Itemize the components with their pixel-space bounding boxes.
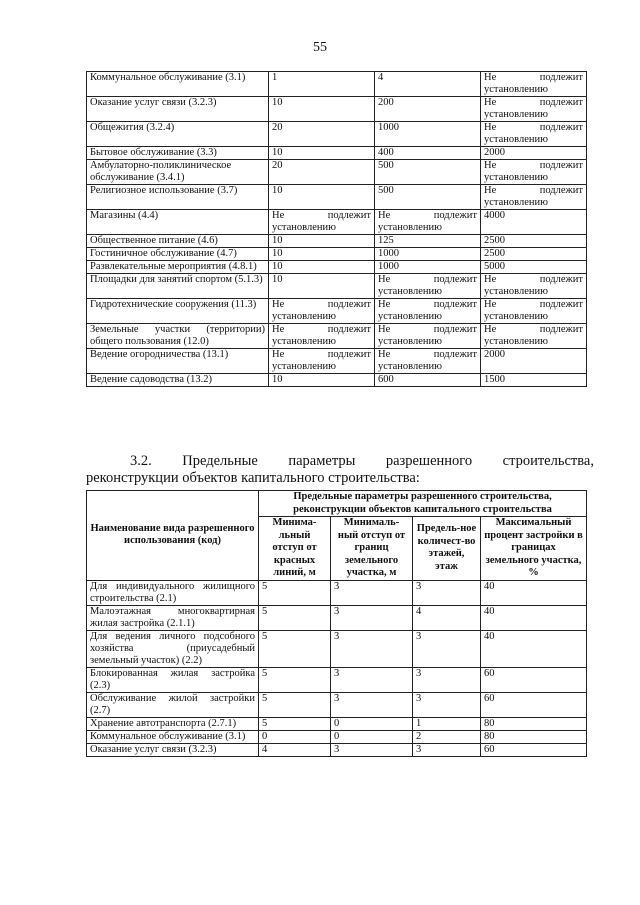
value-cell: 3: [413, 743, 481, 756]
value-cell: Не подлежит установлению: [269, 324, 375, 349]
table-row: [87, 667, 587, 692]
value-cell: 60: [481, 667, 587, 692]
value-cell: 60: [481, 692, 587, 717]
value-cell: Не подлежит установлению: [269, 210, 375, 235]
value-cell: 0: [331, 717, 413, 730]
value-cell: 3: [331, 605, 413, 630]
value-cell: 40: [481, 605, 587, 630]
value-cell: Не подлежит установлению: [481, 324, 587, 349]
use-type-cell: Блокированная жилая застройка (2.3): [87, 667, 259, 692]
table-row: [87, 160, 587, 185]
value-cell: 5000: [481, 261, 587, 274]
table-row: [87, 630, 587, 667]
value-cell: Не подлежит установлению: [375, 324, 481, 349]
value-cell: 1: [269, 72, 375, 97]
value-cell: 600: [375, 374, 481, 387]
value-cell: 20: [269, 160, 375, 185]
heading-word: Предельные: [182, 453, 258, 469]
section-heading-line1: [86, 453, 594, 470]
value-cell: 200: [375, 97, 481, 122]
section-number: 3.2.: [130, 453, 152, 469]
value-cell: 80: [481, 717, 587, 730]
value-cell: 5: [259, 605, 331, 630]
table-row: [87, 324, 587, 349]
heading-word: строительства,: [502, 453, 594, 469]
table-row: [87, 147, 587, 160]
use-type-cell: Общественное питание (4.6): [87, 235, 269, 248]
use-type-cell: Развлекательные мероприятия (4.8.1): [87, 261, 269, 274]
use-type-cell: Бытовое обслуживание (3.3): [87, 147, 269, 160]
value-cell: 1500: [481, 374, 587, 387]
section-heading: [86, 453, 594, 487]
table-row: [87, 349, 587, 374]
value-cell: 3: [331, 580, 413, 605]
value-cell: 2000: [481, 147, 587, 160]
heading-word: параметры: [288, 453, 356, 469]
use-type-cell: Ведение садоводства (13.2): [87, 374, 269, 387]
use-type-cell: Гидротехнические сооружения (11.3): [87, 299, 269, 324]
table-row: [87, 210, 587, 235]
value-cell: Не подлежит установлению: [269, 299, 375, 324]
value-cell: 20: [269, 122, 375, 147]
value-cell: Не подлежит установлению: [481, 160, 587, 185]
value-cell: 3: [413, 692, 481, 717]
value-cell: 10: [269, 274, 375, 299]
value-cell: 3: [331, 630, 413, 667]
value-cell: Не подлежит установлению: [481, 274, 587, 299]
table-row: [87, 72, 587, 97]
page-number: 55: [313, 40, 327, 55]
value-cell: Не подлежит установлению: [481, 185, 587, 210]
use-type-cell: Коммунальное обслуживание (3.1): [87, 72, 269, 97]
use-type-cell: Амбулаторно-поликлиническое обслуживание (3.4.1): [87, 160, 269, 185]
value-cell: 3: [413, 630, 481, 667]
zoning-table-continued: [86, 71, 587, 387]
table-row: [87, 692, 587, 717]
value-cell: Не подлежит установлению: [269, 349, 375, 374]
table-row: [87, 299, 587, 324]
use-type-cell: Для индивидуального жилищного строительства (2.1): [87, 580, 259, 605]
value-cell: Не подлежит установлению: [481, 72, 587, 97]
value-cell: Не подлежит установлению: [375, 299, 481, 324]
table-row: [87, 97, 587, 122]
value-cell: 1000: [375, 248, 481, 261]
table-row: [87, 274, 587, 299]
table-row: [87, 261, 587, 274]
value-cell: 500: [375, 185, 481, 210]
table-row: [87, 605, 587, 630]
value-cell: 10: [269, 147, 375, 160]
use-type-cell: Религиозное использование (3.7): [87, 185, 269, 210]
value-cell: 400: [375, 147, 481, 160]
use-type-cell: Обслуживание жилой застройки (2.7): [87, 692, 259, 717]
value-cell: 0: [331, 730, 413, 743]
value-cell: 5: [259, 692, 331, 717]
value-cell: 80: [481, 730, 587, 743]
use-type-cell: Коммунальное обслуживание (3.1): [87, 730, 259, 743]
value-cell: 5: [259, 580, 331, 605]
value-cell: 3: [331, 743, 413, 756]
use-type-cell: Ведение огородничества (13.1): [87, 349, 269, 374]
header-floor-count: Предель-ное количест-во этажей, этаж: [413, 517, 481, 581]
use-type-cell: Оказание услуг связи (3.2.3): [87, 97, 269, 122]
value-cell: 40: [481, 580, 587, 605]
value-cell: 5: [259, 630, 331, 667]
use-type-cell: Оказание услуг связи (3.2.3): [87, 743, 259, 756]
use-type-cell: Малоэтажная многоквартирная жилая застройка (2.1.1): [87, 605, 259, 630]
value-cell: 10: [269, 235, 375, 248]
value-cell: 500: [375, 160, 481, 185]
use-type-cell: Площадки для занятий спортом (5.1.3): [87, 274, 269, 299]
value-cell: 10: [269, 97, 375, 122]
value-cell: 10: [269, 248, 375, 261]
header-max-coverage: Максимальный процент застройки в границах земельного участка, %: [481, 517, 587, 581]
table-row: [87, 235, 587, 248]
use-type-cell: Земельные участки (территории) общего пользования (12.0): [87, 324, 269, 349]
value-cell: 1: [413, 717, 481, 730]
table-row: [87, 122, 587, 147]
value-cell: 4: [259, 743, 331, 756]
value-cell: 10: [269, 261, 375, 274]
value-cell: 0: [259, 730, 331, 743]
value-cell: Не подлежит установлению: [375, 274, 481, 299]
value-cell: 2: [413, 730, 481, 743]
value-cell: 60: [481, 743, 587, 756]
table-row: [87, 248, 587, 261]
value-cell: Не подлежит установлению: [481, 299, 587, 324]
use-type-cell: Магазины (4.4): [87, 210, 269, 235]
use-type-cell: Общежития (3.2.4): [87, 122, 269, 147]
table-row: [87, 730, 587, 743]
use-type-cell: Гостиничное обслуживание (4.7): [87, 248, 269, 261]
building-parameters-table: [86, 490, 587, 757]
value-cell: 4000: [481, 210, 587, 235]
value-cell: 4: [413, 605, 481, 630]
table-row: [87, 743, 587, 756]
value-cell: Не подлежит установлению: [481, 122, 587, 147]
value-cell: 10: [269, 185, 375, 210]
value-cell: 3: [331, 692, 413, 717]
value-cell: 40: [481, 630, 587, 667]
value-cell: 2500: [481, 248, 587, 261]
value-cell: 4: [375, 72, 481, 97]
value-cell: 3: [331, 667, 413, 692]
value-cell: 1000: [375, 261, 481, 274]
value-cell: Не подлежит установлению: [481, 97, 587, 122]
value-cell: 1000: [375, 122, 481, 147]
table-row: [87, 717, 587, 730]
header-boundary-setback: Минималь-ный отступ от границ земельного участка, м: [331, 517, 413, 581]
section-heading-line2: реконструкции объектов капитального строительства:: [86, 470, 420, 486]
header-permitted-use: Наименование вида разрешенного использования (код): [87, 491, 259, 581]
value-cell: 2000: [481, 349, 587, 374]
use-type-cell: Хранение автотранспорта (2.7.1): [87, 717, 259, 730]
heading-word: разрешенного: [385, 453, 473, 469]
table-row: [87, 185, 587, 210]
value-cell: 10: [269, 374, 375, 387]
header-red-line-setback: Минима-льный отступ от красных линий, м: [259, 517, 331, 581]
table-row: [87, 374, 587, 387]
header-limit-parameters: Предельные параметры разрешенного строительства, реконструкции объектов капитального строительства: [259, 491, 587, 517]
value-cell: 5: [259, 717, 331, 730]
value-cell: 3: [413, 580, 481, 605]
use-type-cell: Для ведения личного подсобного хозяйства (приусадебный земельный участок) (2.2): [87, 630, 259, 667]
value-cell: 3: [413, 667, 481, 692]
value-cell: Не подлежит установлению: [375, 210, 481, 235]
value-cell: Не подлежит установлению: [375, 349, 481, 374]
value-cell: 5: [259, 667, 331, 692]
value-cell: 2500: [481, 235, 587, 248]
value-cell: 125: [375, 235, 481, 248]
table-row: [87, 580, 587, 605]
